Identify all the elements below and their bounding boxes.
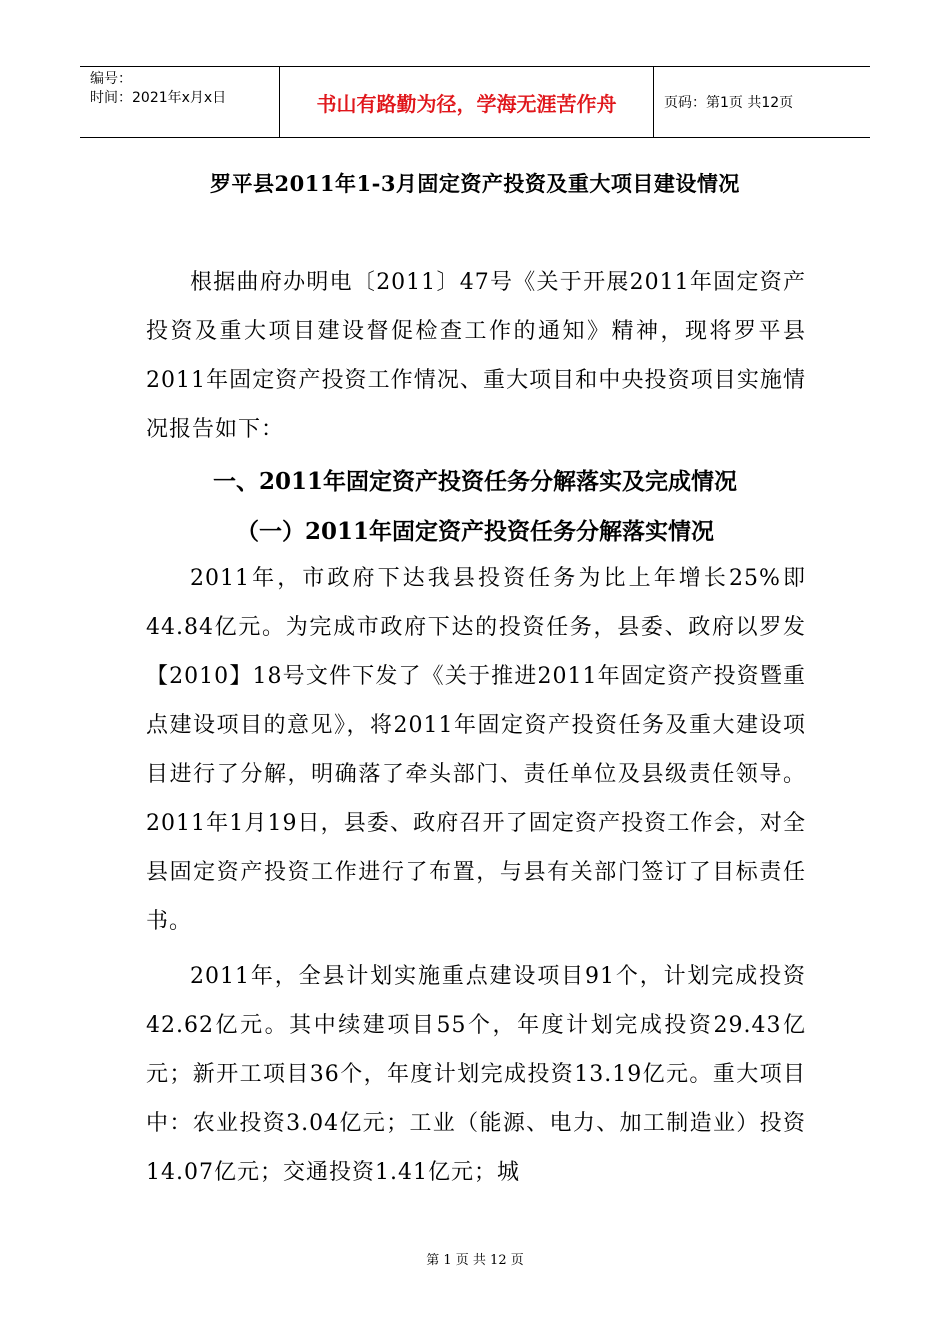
section-heading: 一、2011年固定资产投资任务分解落实及完成情况 bbox=[212, 468, 737, 495]
motto-text: 书山有路勤为径，学海无涯苦作舟 bbox=[316, 91, 617, 116]
subsection-heading: （一）2011年固定资产投资任务分解落实情况 bbox=[235, 518, 714, 545]
intro-text: 根据曲府办明电〔2011〕47号《关于开展2011年固定资产投资及重大项目建设督促检查工作的通知》精神，现将罗平县2011年固定资产投资工作情况、重大项目和中央投资项目实施情况报告如下： bbox=[146, 270, 806, 442]
intro-paragraph bbox=[146, 258, 806, 454]
paragraph-1 bbox=[146, 554, 806, 946]
header-meta bbox=[80, 67, 280, 137]
page-footer: 第 1 页 共 12 页 bbox=[426, 1253, 524, 1268]
document-title: 罗平县2011年1-3月固定资产投资及重大项目建设情况 bbox=[210, 171, 740, 196]
number-label: 编号： bbox=[90, 71, 132, 87]
document-header bbox=[80, 66, 870, 138]
paragraph-2-text: 2011年，全县计划实施重点建设项目91个，计划完成投资42.62亿元。其中续建项目55个，年度计划完成投资29.43亿元；新开工项目36个，年度计划完成投资13.19亿元。重大项目中：农业投资3.04亿元；工业（能源、电力、加工制造业）投资14.07亿元；交通投资1.41亿元；城 bbox=[146, 964, 806, 1185]
header-page-info: 页码：第1页 共12页 bbox=[664, 95, 794, 111]
paragraph-2 bbox=[146, 952, 806, 1197]
time-label: 时间：2021年x月x日 bbox=[90, 90, 227, 106]
header-motto-cell bbox=[280, 67, 654, 137]
paragraph-1-text: 2011年，市政府下达我县投资任务为比上年增长25%即44.84亿元。为完成市政府下达的投资任务，县委、政府以罗发【2010】18号文件下发了《关于推进2011年固定资产投资暨重点建设项目的意见》，将2011年固定资产投资任务及重大建设项目进行了分解，明确落了牵头部门、责任单位及县级责任领导。2011年1月19日，县委、政府召开了固定资产投资工作会，对全县固定资产投资工作进行了布置，与县有关部门签订了目标责任书。 bbox=[146, 566, 806, 934]
